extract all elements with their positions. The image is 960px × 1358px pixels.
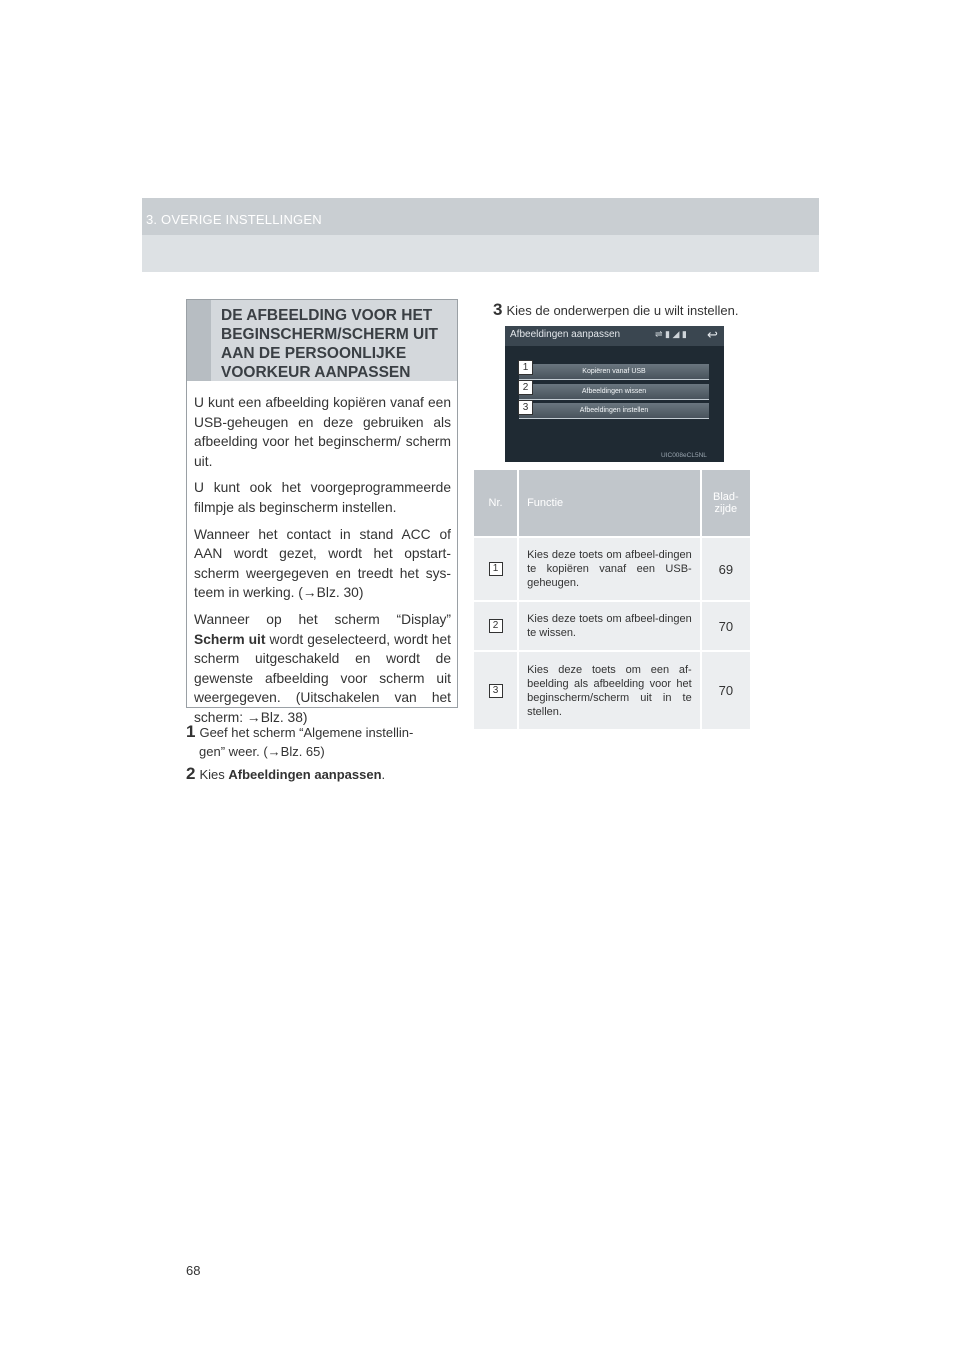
step-3-text: Kies de onderwerpen die u wilt instellen. bbox=[506, 303, 739, 318]
row-page: 69 bbox=[701, 537, 750, 601]
header-page: Blad-zijde bbox=[701, 470, 750, 537]
function-table bbox=[474, 470, 750, 729]
row-page: 70 bbox=[701, 651, 750, 729]
marker-3: 3 bbox=[518, 400, 533, 415]
row-nr-cell bbox=[474, 651, 518, 729]
step-2 bbox=[186, 764, 461, 784]
step-1 bbox=[186, 722, 461, 761]
header-function: Functie bbox=[518, 470, 701, 537]
marker-2: 2 bbox=[518, 380, 533, 395]
step-1-text: Geef het scherm “Algemene instellin- bbox=[199, 725, 414, 740]
row-nr: 3 bbox=[489, 684, 503, 698]
marker-1: 1 bbox=[518, 360, 533, 375]
table-row bbox=[474, 651, 750, 729]
step-2-pre: Kies bbox=[199, 767, 225, 782]
screen-title: Afbeeldingen aanpassen bbox=[510, 329, 621, 340]
row-nr: 1 bbox=[489, 562, 503, 576]
row-nr: 2 bbox=[489, 619, 503, 633]
status-icons: ⇌ ▮ ◢ ▮ bbox=[655, 329, 687, 339]
page-number: 68 bbox=[186, 1263, 201, 1278]
info-paragraph-1: U kunt een afbeelding kopiëren vanaf een USB-geheugen en deze gebruiken als afbeelding voor het beginscherm/ scherm uit. bbox=[194, 395, 451, 469]
table-row bbox=[474, 601, 750, 651]
screenshot-image bbox=[505, 326, 724, 462]
info-paragraph-4-post: wordt geselecteerd, wordt het scherm uitgeschakeld en wordt de gewenste afbeelding voor scherm uit weergegeven. (Uitschakelen van het scherm: →Blz. 38) bbox=[194, 631, 451, 725]
table-row bbox=[474, 537, 750, 601]
info-box bbox=[186, 299, 458, 725]
copy-from-usb-button[interactable]: Kopiëren vanaf USB bbox=[519, 364, 709, 380]
info-paragraph-4-pre: Wanneer op het scherm “Display” bbox=[194, 611, 451, 627]
section-title: 3. OVERIGE INSTELLINGEN bbox=[146, 212, 322, 227]
row-page: 70 bbox=[701, 601, 750, 651]
set-images-button[interactable]: Afbeeldingen instellen bbox=[519, 403, 709, 419]
row-function: Kies deze toets om afbeel-dingen te wissen. bbox=[518, 601, 701, 651]
info-box-body bbox=[194, 393, 451, 735]
info-paragraph-3: Wanneer het contact in stand ACC of AAN wordt gezet, wordt het opstart-scherm weergegeven en treedt het sys-teem in werking. (→Blz. 30) bbox=[194, 526, 451, 601]
step-3 bbox=[493, 300, 783, 320]
step-2-number: 2 bbox=[186, 764, 196, 783]
step-3-number: 3 bbox=[493, 300, 503, 319]
step-2-bold: Afbeeldingen aanpassen bbox=[228, 767, 382, 782]
header-nr: Nr. bbox=[474, 470, 518, 537]
row-function: Kies deze toets om afbeel-dingen te kopiëren vanaf een USB-geheugen. bbox=[518, 537, 701, 601]
row-nr-cell bbox=[474, 601, 518, 651]
image-code: UIC008eCL5NL bbox=[661, 452, 707, 459]
back-icon: ↩ bbox=[707, 327, 718, 342]
info-box-accent-bar bbox=[187, 300, 211, 381]
section-header-strip bbox=[142, 198, 819, 235]
step-1-number: 1 bbox=[186, 722, 196, 741]
info-box-title: DE AFBEELDING VOOR HET BEGINSCHERM/SCHERM UIT AAN DE PERSOONLIJKE VOORKEUR AANPASSEN bbox=[221, 307, 439, 381]
info-box-header bbox=[187, 300, 457, 381]
step-2-post: . bbox=[381, 767, 386, 782]
row-function: Kies deze toets om een af-beelding als afbeelding voor het beginscherm/scherm uit in te stellen. bbox=[518, 651, 701, 729]
section-header bbox=[142, 198, 819, 272]
info-paragraph-2: U kunt ook het voorgeprogrammeerde filmpje als beginscherm instellen. bbox=[194, 480, 451, 515]
screen-off-label: Scherm uit bbox=[194, 631, 266, 647]
info-paragraph-4 bbox=[194, 610, 451, 728]
screen-topbar bbox=[505, 326, 724, 346]
table-header-row bbox=[474, 470, 750, 537]
step-1-text-continued: gen” weer. (→Blz. 65) bbox=[199, 744, 325, 759]
delete-images-button[interactable]: Afbeeldingen wissen bbox=[519, 384, 709, 400]
row-nr-cell bbox=[474, 537, 518, 601]
